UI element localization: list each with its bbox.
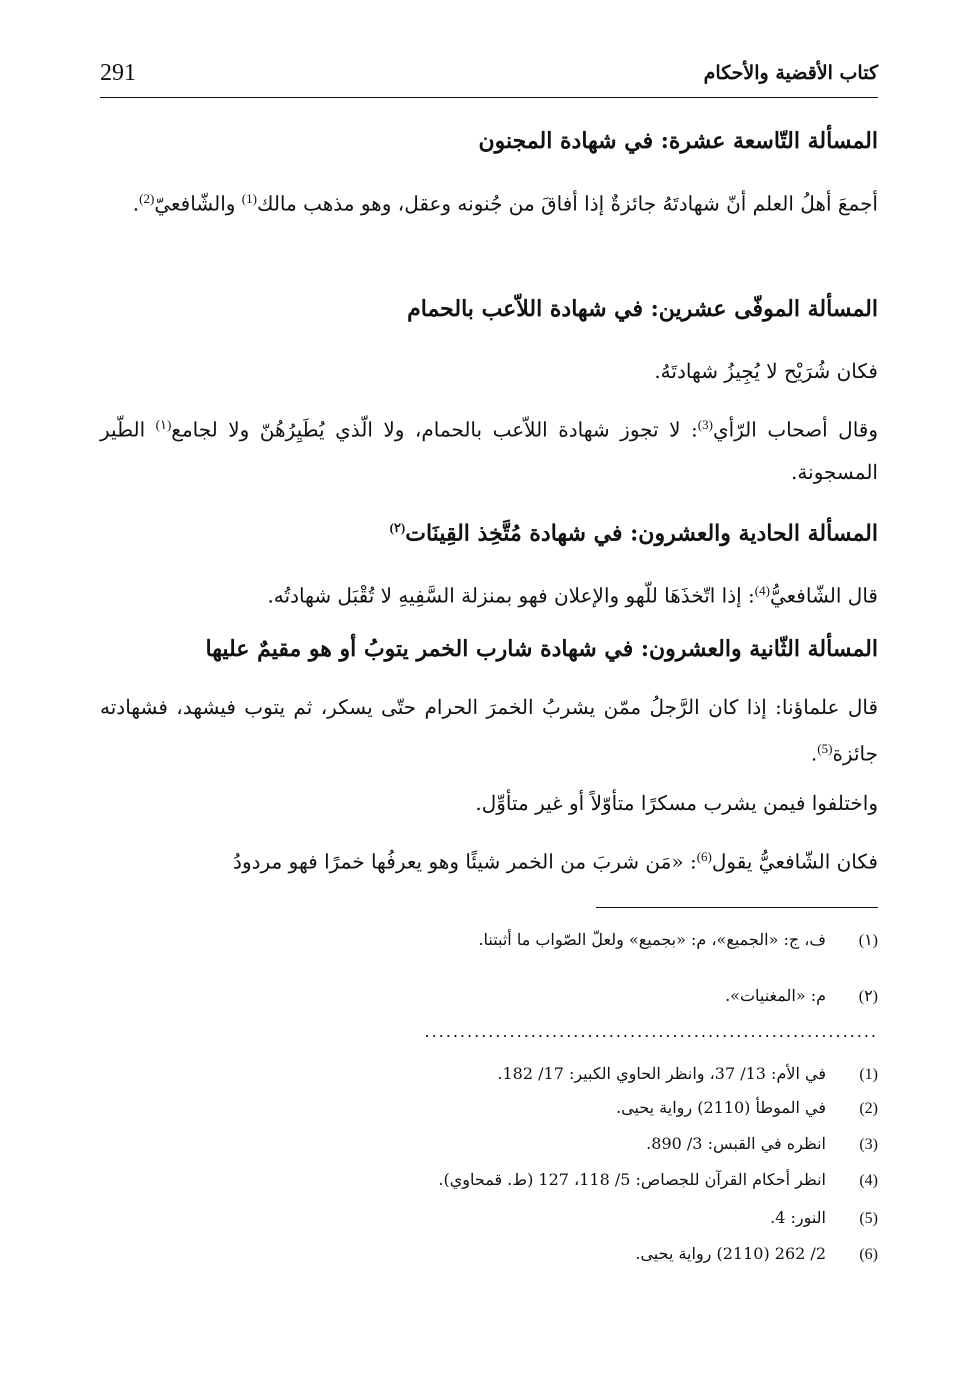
paragraph: قال علماؤنا: إذا كان الرَّجلُ ممّن يشربُ الخمرَ الحرام حتّى يسكر، ثم يتوب فيشهد، فشهادته جائزة$^{(5)}$. — [100, 695, 878, 766]
footnote: (5)النور: 4. — [770, 1208, 878, 1227]
footnote-ref[interactable]: (4) — [754, 583, 770, 598]
footnote-ref[interactable]: (1) — [241, 191, 257, 206]
page-header — [100, 60, 878, 96]
footnote-separator: ................................................................ — [424, 1022, 878, 1041]
footnote: (4)انظر أحكام القرآن للجصاص: 5/ 118، 127 (ط. قمحاوي). — [438, 1170, 878, 1189]
paragraph: قال الشّافعيُّ$^{(4)}$: إذا اتّخذَهَا للّهو والإعلان فهو بمنزلة السَّفِيهِ لا تُقْبَل شهادتُه. — [267, 583, 878, 608]
section-heading-20: المسألة الموفّى عشرين: في شهادة اللاّعب بالحمام — [407, 296, 878, 322]
footnote: (1)في الأم: 13/ 37، وانظر الحاوي الكبير: 17/ 182. — [497, 1064, 878, 1083]
paragraph: أجمعَ أهلُ العلم أنّ شهادتَهُ جائزةٌ إذا أفاقَ من جُنونه وعقل، وهو مذهب مالك$^{(1)}$ والشّافعيّ$^{(2)}$. — [132, 191, 878, 216]
footnote: (2)في الموطأ (2110) رواية يحيى. — [616, 1098, 878, 1117]
footnote-ref[interactable]: (5) — [817, 741, 833, 756]
paragraph: واختلفوا فيمن يشرب مسكرًا متأوّلاً أو غير متأوِّل. — [475, 791, 878, 815]
footnote-ref[interactable]: (١) — [155, 417, 172, 432]
footnote-rule — [596, 907, 878, 908]
footnote-ref[interactable]: (٢) — [389, 520, 406, 535]
paragraph: فكان الشّافعيُّ يقول$^{(6)}$: «مَن شربَ من الخمر شيئًا وهو يعرفُها خمرًا فهو مردودُ — [233, 849, 878, 874]
footnote-ref[interactable]: (6) — [696, 849, 712, 864]
footnote-ref[interactable]: (3) — [697, 417, 713, 432]
header-rule — [100, 97, 878, 98]
footnote: (١)ف، ج: «الجميع»، م: «بجميع» ولعلّ الصّواب ما أثبتنا. — [478, 930, 878, 949]
paragraph: وقال أصحاب الرّأي$^{(3)}$: لا تجوز شهادة اللاّعب بالحمام، ولا الّذي يُطَيِرُهُنّ ولا لجامع$^{(١)}$ الطّير المسجونة. — [100, 417, 879, 484]
section-heading-19: المسألة التّاسعة عشرة: في شهادة المجنون — [478, 128, 878, 154]
page-number: 291 — [100, 60, 136, 86]
running-title: كتاب الأقضية والأحكام — [703, 62, 878, 84]
section-heading-21: المسألة الحادية والعشرون: في شهادة مُتَّخِذ القِينَات$^{(٢)}$ — [389, 520, 878, 547]
footnote: (6)2/ 262 (2110) رواية يحيى. — [635, 1244, 878, 1263]
footnote-ref[interactable]: (2) — [139, 191, 155, 206]
footnote: (3)انظره في القبس: 3/ 890. — [646, 1134, 878, 1153]
section-heading-22: المسألة الثّانية والعشرون: في شهادة شارب الخمر يتوبُ أو هو مقيمٌ عليها — [205, 636, 878, 662]
footnote: (٢)م: «المغنيات». — [725, 986, 878, 1005]
paragraph: فكان شُرَيْح لا يُجِيزُ شهادتَهُ. — [654, 359, 878, 383]
